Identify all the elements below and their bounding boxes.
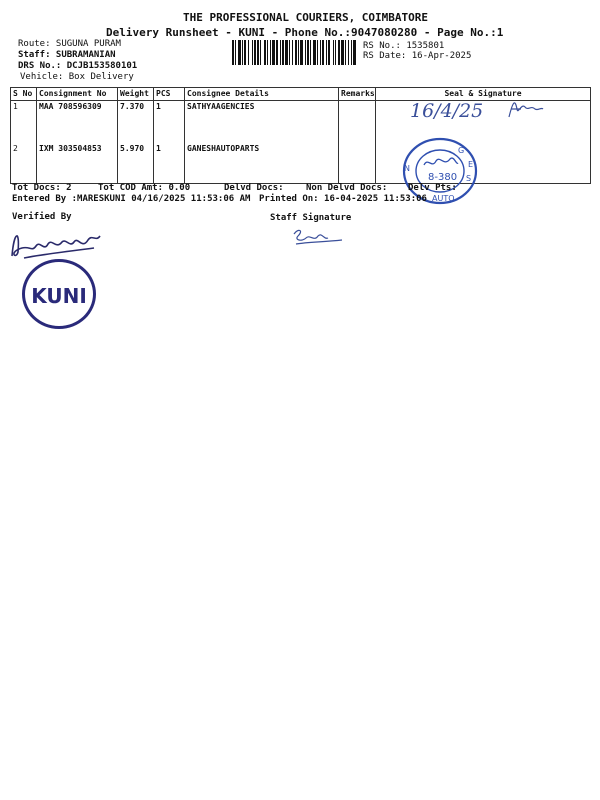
verified-by-label: Verified By: [12, 212, 72, 222]
barcode-bar: [341, 40, 344, 65]
barcode-bar: [317, 40, 318, 65]
svg-text:S: S: [466, 174, 472, 183]
barcode-bar: [338, 40, 340, 65]
barcode-bar: [333, 40, 334, 65]
barcode-bar: [348, 40, 349, 65]
header-consignee: Consignee Details: [185, 88, 339, 101]
svg-text:G: G: [458, 146, 465, 155]
barcode-bar: [238, 40, 241, 65]
drs-number: DRS No.: DCJB153580101: [18, 61, 138, 71]
barcode-bar: [320, 40, 321, 65]
barcode-bar: [307, 40, 309, 65]
printed-on: Printed On: 16-04-2025 11:53:06: [259, 194, 427, 204]
cell-consignee: GANESHAUTOPARTS: [185, 143, 339, 184]
row1-signature-icon: [505, 95, 545, 123]
barcode-bar: [270, 40, 271, 65]
total-cod-amount: Tot COD Amt: 0.00: [98, 183, 191, 193]
barcode-bar: [282, 40, 284, 65]
barcode-bar: [313, 40, 316, 65]
svg-text:8-380: 8-380: [428, 172, 458, 183]
barcode-bar: [232, 40, 234, 65]
header-sno: S No: [11, 88, 37, 101]
barcode-image: [232, 40, 358, 65]
verified-signature-icon: [4, 222, 106, 264]
barcode-bar: [272, 40, 275, 65]
barcode-bar: [310, 40, 311, 65]
kuni-stamp: [22, 259, 96, 329]
header-remarks: Remarks: [339, 88, 376, 101]
barcode-bar: [248, 40, 249, 65]
barcode-bar: [328, 40, 330, 65]
svg-text:E: E: [468, 160, 474, 169]
handwritten-date: 16/4/25: [410, 100, 484, 122]
table-row: [11, 143, 591, 184]
barcode-bar: [252, 40, 253, 65]
cell-weight: 5.970: [118, 143, 154, 184]
barcode-bar: [257, 40, 259, 65]
table-row: [11, 101, 591, 144]
barcode-bar: [335, 40, 336, 65]
cell-consignment: MAA 708596309: [37, 101, 118, 144]
barcode-bar: [260, 40, 261, 65]
route-label: Route: SUGUNA PURAM: [18, 39, 121, 49]
barcode-bar: [326, 40, 327, 65]
kuni-stamp-text: KUNI: [31, 284, 87, 308]
cell-consignment: IXM 303504853: [37, 143, 118, 184]
delivery-points: Delv Pts:: [408, 183, 457, 193]
header-weight: Weight: [118, 88, 154, 101]
barcode-bar: [298, 40, 299, 65]
cell-sno: 2: [11, 143, 37, 184]
barcode-bar: [351, 40, 352, 65]
header-seal: Seal & Signature: [376, 88, 591, 101]
barcode-bar: [244, 40, 246, 65]
barcode-bar: [267, 40, 268, 65]
runsheet-subtitle: Delivery Runsheet - KUNI - Phone No.:9047080280 - Page No.:1: [106, 26, 504, 39]
vehicle-label: Vehicle: Box Delivery: [20, 72, 134, 82]
barcode-bar: [322, 40, 324, 65]
barcode-bar: [285, 40, 288, 65]
svg-text:N: N: [404, 164, 410, 173]
barcode-bar: [280, 40, 281, 65]
rs-date: RS Date: 16-Apr-2025: [363, 51, 472, 61]
staff-label: Staff: SUBRAMANIAN: [18, 50, 116, 60]
barcode-bar: [300, 40, 303, 65]
entered-by: Entered By :MARESKUNI 04/16/2025 11:53:06 AM: [12, 194, 251, 204]
header-pcs: PCS: [154, 88, 185, 101]
svg-text:AUTO: AUTO: [432, 194, 455, 203]
table-header-row: [11, 88, 591, 101]
cell-sno: 1: [11, 101, 37, 144]
total-docs: Tot Docs: 2: [12, 183, 72, 193]
staff-signature-icon: [288, 226, 348, 248]
cell-remarks: [339, 143, 376, 184]
cell-pcs: 1: [154, 143, 185, 184]
company-title: THE PROFESSIONAL COURIERS, COIMBATORE: [183, 11, 429, 24]
cell-remarks: [339, 101, 376, 144]
cell-pcs: 1: [154, 101, 185, 144]
barcode-bar: [305, 40, 306, 65]
delivered-docs: Delvd Docs:: [224, 183, 284, 193]
barcode-bar: [254, 40, 256, 65]
barcode-bar: [242, 40, 243, 65]
rs-number: RS No.: 1535801: [363, 41, 445, 51]
header-consignment: Consignment No: [37, 88, 118, 101]
barcode-bar: [345, 40, 346, 65]
runsheet-table: [10, 87, 591, 184]
barcode-bar: [353, 40, 356, 65]
barcode-bar: [276, 40, 278, 65]
barcode-bar: [289, 40, 290, 65]
cell-consignee: SATHYAAGENCIES: [185, 101, 339, 144]
barcode-bar: [264, 40, 266, 65]
staff-signature-label: Staff Signature: [270, 213, 352, 223]
cell-weight: 7.370: [118, 101, 154, 144]
barcode-bar: [292, 40, 293, 65]
barcode-bar: [235, 40, 236, 65]
non-delivered-docs: Non Delvd Docs:: [306, 183, 388, 193]
barcode-bar: [295, 40, 297, 65]
